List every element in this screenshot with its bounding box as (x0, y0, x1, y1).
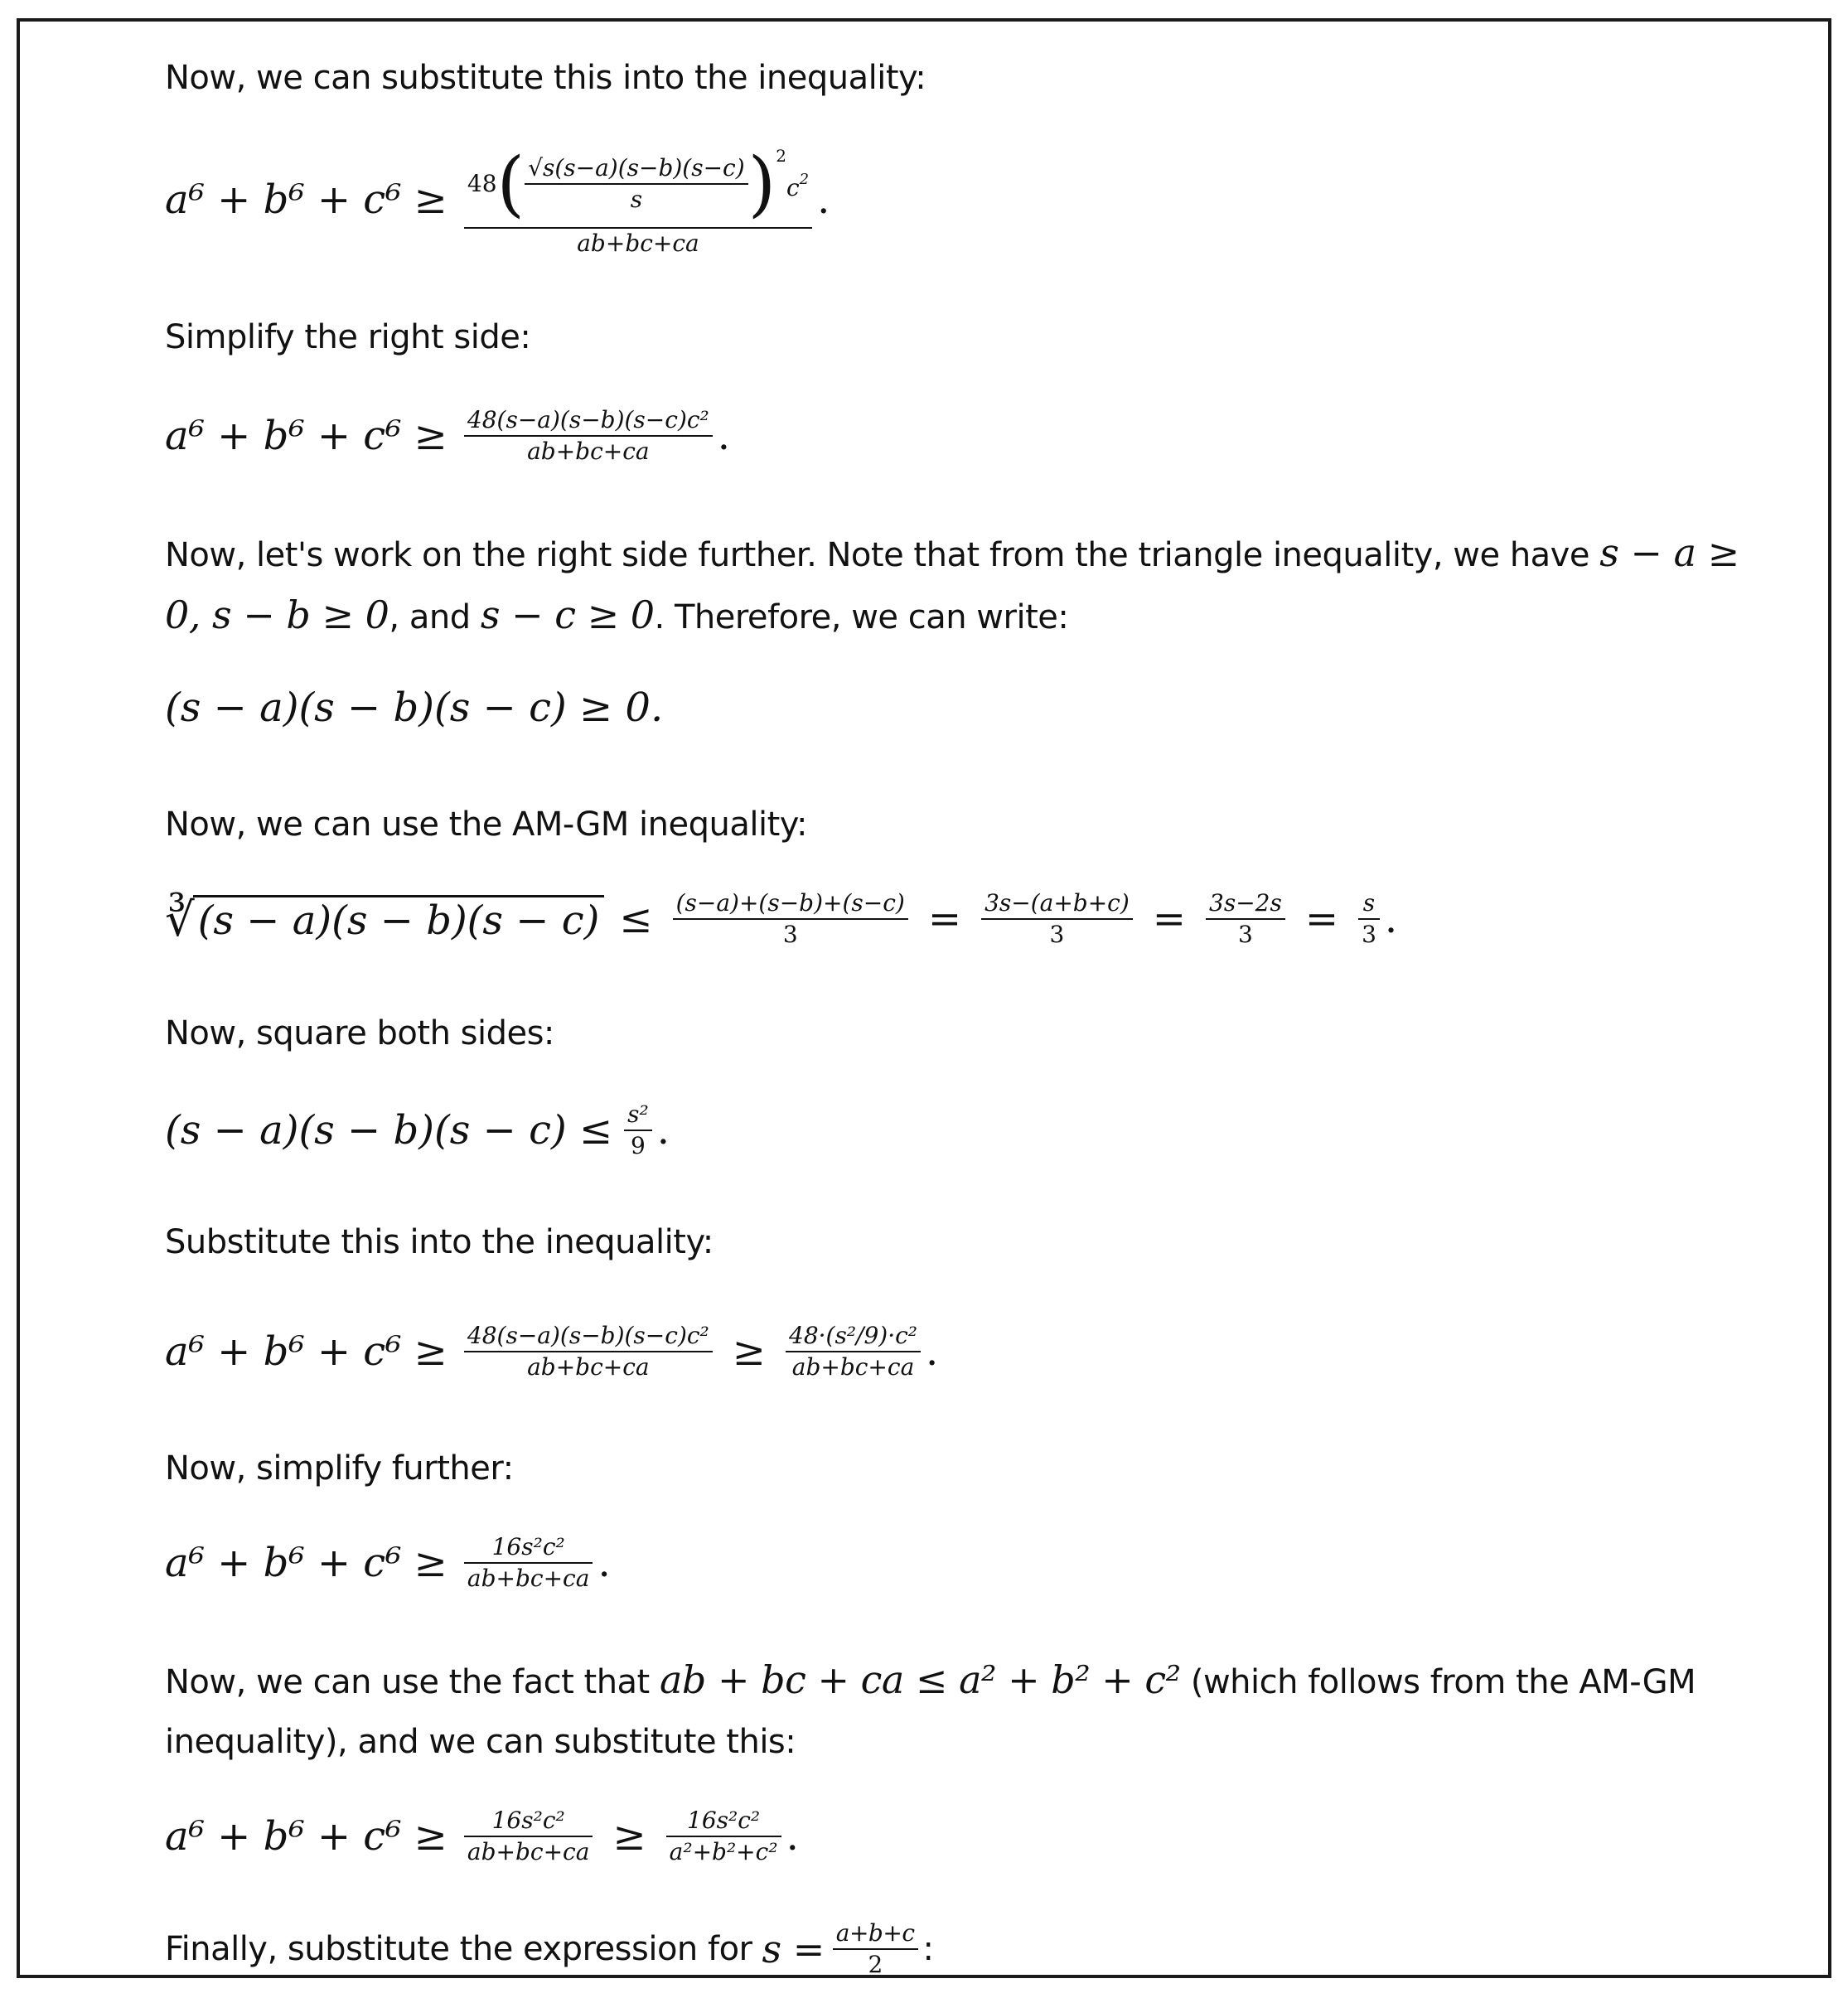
equation-1-inner-fraction (525, 155, 748, 213)
fraction-denominator: 2 (868, 1951, 883, 1978)
fraction-numerator: 16s²c² (687, 1807, 761, 1834)
equation-1-denominator: ab+bc+ca (577, 230, 699, 257)
fraction-numerator: s² (627, 1101, 649, 1128)
fraction-numerator: 48·(s²/9)·c² (789, 1322, 918, 1349)
paragraph-text: Now, let's work on the right side further. Note that from the triangle inequality, we have (165, 536, 1589, 574)
inline-math: 0, s − b ≥ 0 (165, 593, 389, 637)
fraction-denominator: ab+bc+ca (467, 1565, 590, 1592)
equation-8: a⁶ + b⁶ + c⁶ ≥ $\frac{\text{16s²c²}}{ab+bc+ca}$ ≥ $\frac{\text{16s²c²}}{\text{a²+b²+c²}}$ . (165, 1807, 799, 1865)
paragraph-simplify-further (165, 1439, 514, 1498)
paragraph-text: , and (389, 598, 471, 636)
paragraph-substitute-2 (165, 1212, 714, 1272)
equation-6: a⁶ + b⁶ + c⁶ ≥ $\frac{\text{48(s−a)(s−b)(s−c)c²}}{ab+bc+ca}$ ≥ $\frac{\text{48·(s²/9)·c²}}{ab+bc+ca}$ . (165, 1322, 939, 1381)
inner-numerator: √s(s−a)(s−b)(s−c) (528, 154, 745, 181)
inline-math: s − a ≥ (1599, 530, 1739, 575)
equation-3-text: (s − a)(s − b)(s − c) ≥ 0. (165, 685, 664, 731)
equation-4-fraction-4 (1358, 890, 1380, 948)
inline-math: ab + bc + ca ≤ a² + b² + c² (659, 1657, 1181, 1702)
equation-8-fraction-2 (666, 1807, 781, 1865)
paragraph-fact-cont (165, 1712, 796, 1772)
paragraph-text: Now, we can substitute this into the inequality: (165, 59, 926, 97)
paragraph-simplify (165, 307, 530, 367)
paragraph-text: Simplify the right side: (165, 318, 531, 356)
paragraph-text: Now, square both sides: (165, 1014, 554, 1052)
equation-5-lhs: (s − a)(s − b)(s − c) ≤ (165, 1107, 613, 1154)
fraction-numerator: 16s²c² (491, 1807, 565, 1834)
equation-4-fraction-2 (981, 890, 1133, 948)
fraction-numerator: s (1362, 889, 1376, 917)
equation-lhs: a⁶ + b⁶ + c⁶ ≥ (165, 413, 447, 459)
document-frame (17, 18, 1831, 1978)
fraction-denominator: 3 (782, 921, 798, 948)
paragraph-fact (165, 1650, 1696, 1712)
equation-4-fraction-3 (1206, 890, 1285, 948)
paragraph-text: Now, simplify further: (165, 1449, 514, 1488)
paragraph-text: Substitute this into the inequality: (165, 1223, 714, 1261)
cube-root-radicand: (s − a)(s − b)(s − c) (193, 895, 605, 944)
fraction-denominator: ab+bc+ca (791, 1353, 915, 1381)
paragraph-triangle-inequality (165, 523, 1739, 585)
fraction-denominator: ab+bc+ca (467, 1838, 590, 1865)
inline-math: s − c ≥ 0 (480, 593, 655, 637)
inner-denominator: s (630, 186, 643, 213)
equation-6-fraction-2 (786, 1323, 921, 1381)
equation-2-numerator: 48(s−a)(s−b)(s−c)c² (467, 406, 709, 433)
fraction-numerator: 3s−2s (1209, 889, 1282, 917)
equation-7: a⁶ + b⁶ + c⁶ ≥ $\frac{\text{16s²c²}}{ab+bc+ca}$ . (165, 1533, 611, 1592)
paragraph-finally: Finally, substitute the expression for s = $\frac{a+b+c}{2}$ : (165, 1919, 934, 1978)
equation-lhs: a⁶ + b⁶ + c⁶ ≥ (165, 1540, 447, 1586)
inline-math: s = (762, 1927, 825, 1971)
fraction-denominator: 3 (1238, 921, 1253, 948)
paragraph-text: Finally, substitute the expression for (165, 1930, 752, 1968)
equation-4: ∛ (s − a)(s − b)(s − c) ≤ $\frac{(s-a)+(s-b)+(s-c)}{3}$ = $\frac{3s-(a+b+c)}{3}$ = $\frac{3s-2s}{3}$ = $\frac{s}{3}$ . (165, 889, 1398, 948)
paragraph-text: Now, we can use the AM-GM inequality: (165, 805, 807, 844)
s-definition-fraction (833, 1920, 918, 1978)
fraction-denominator: ab+bc+ca (527, 1353, 650, 1381)
fraction-numerator: a+b+c (835, 1919, 915, 1947)
equation-3 (165, 685, 663, 731)
paragraph-text: inequality), and we can substitute this: (165, 1723, 796, 1761)
equation-2: a⁶ + b⁶ + c⁶ ≥ $\frac{\text{48(s−a)(s−b)(s−c)c²}}{ab+bc+ca}$ . (165, 406, 731, 465)
fraction-numerator: (s−a)+(s−b)+(s−c) (675, 889, 905, 917)
fraction-denominator: 9 (631, 1132, 646, 1159)
equation-5-fraction (624, 1101, 652, 1159)
fraction-denominator: 3 (1362, 921, 1376, 948)
equation-2-denominator: ab+bc+ca (527, 438, 650, 465)
equation-2-fraction (464, 407, 713, 465)
equation-1-numerator: 48 ( $\frac{√s(s-a)(s-b)(s-c)}{s}$ ) 2 $c^2$ (467, 143, 810, 225)
equation-1-fraction (464, 143, 812, 257)
fraction-numerator: 16s²c² (491, 1533, 565, 1560)
fraction-numerator: 3s−(a+b+c) (984, 889, 1130, 917)
fraction-denominator: a²+b²+c² (669, 1838, 778, 1865)
equation-6-fraction-1 (464, 1323, 713, 1381)
paragraph-triangle-inequality-cont: 0, s − b ≥ 0, and s − c ≥ 0. Therefore, we can write: (165, 593, 1069, 637)
cube-root: ∛ (s − a)(s − b)(s − c) (165, 895, 604, 944)
fraction-denominator: 3 (1049, 921, 1065, 948)
paragraph-text: Therefore, we can write: (674, 598, 1069, 636)
paragraph-text: Now, we can use the fact that (165, 1663, 650, 1701)
paragraph-text: (which follows from the AM-GM (1190, 1663, 1696, 1701)
paragraph-am-gm (165, 795, 807, 854)
paragraph-substitute (165, 48, 926, 108)
equation-1: a⁶ + b⁶ + c⁶ ≥ 48 ( $\frac{√s(s-a)(s-b)(s-c)}{s}$ ) 2 $c^2$ ab+bc+ca . (165, 143, 830, 257)
paragraph-square (165, 1004, 554, 1063)
equation-8-fraction-1 (464, 1807, 593, 1865)
equation-7-fraction (464, 1534, 593, 1592)
equation-lhs: a⁶ + b⁶ + c⁶ ≥ (165, 177, 447, 223)
equation-lhs: a⁶ + b⁶ + c⁶ ≥ (165, 1813, 447, 1860)
equation-4-fraction-1 (673, 890, 908, 948)
equation-5: (s − a)(s − b)(s − c) ≤ $\frac{\text{s²}}{9}$ . (165, 1101, 670, 1159)
fraction-numerator: 48(s−a)(s−b)(s−c)c² (467, 1322, 709, 1349)
equation-lhs: a⁶ + b⁶ + c⁶ ≥ (165, 1328, 447, 1375)
